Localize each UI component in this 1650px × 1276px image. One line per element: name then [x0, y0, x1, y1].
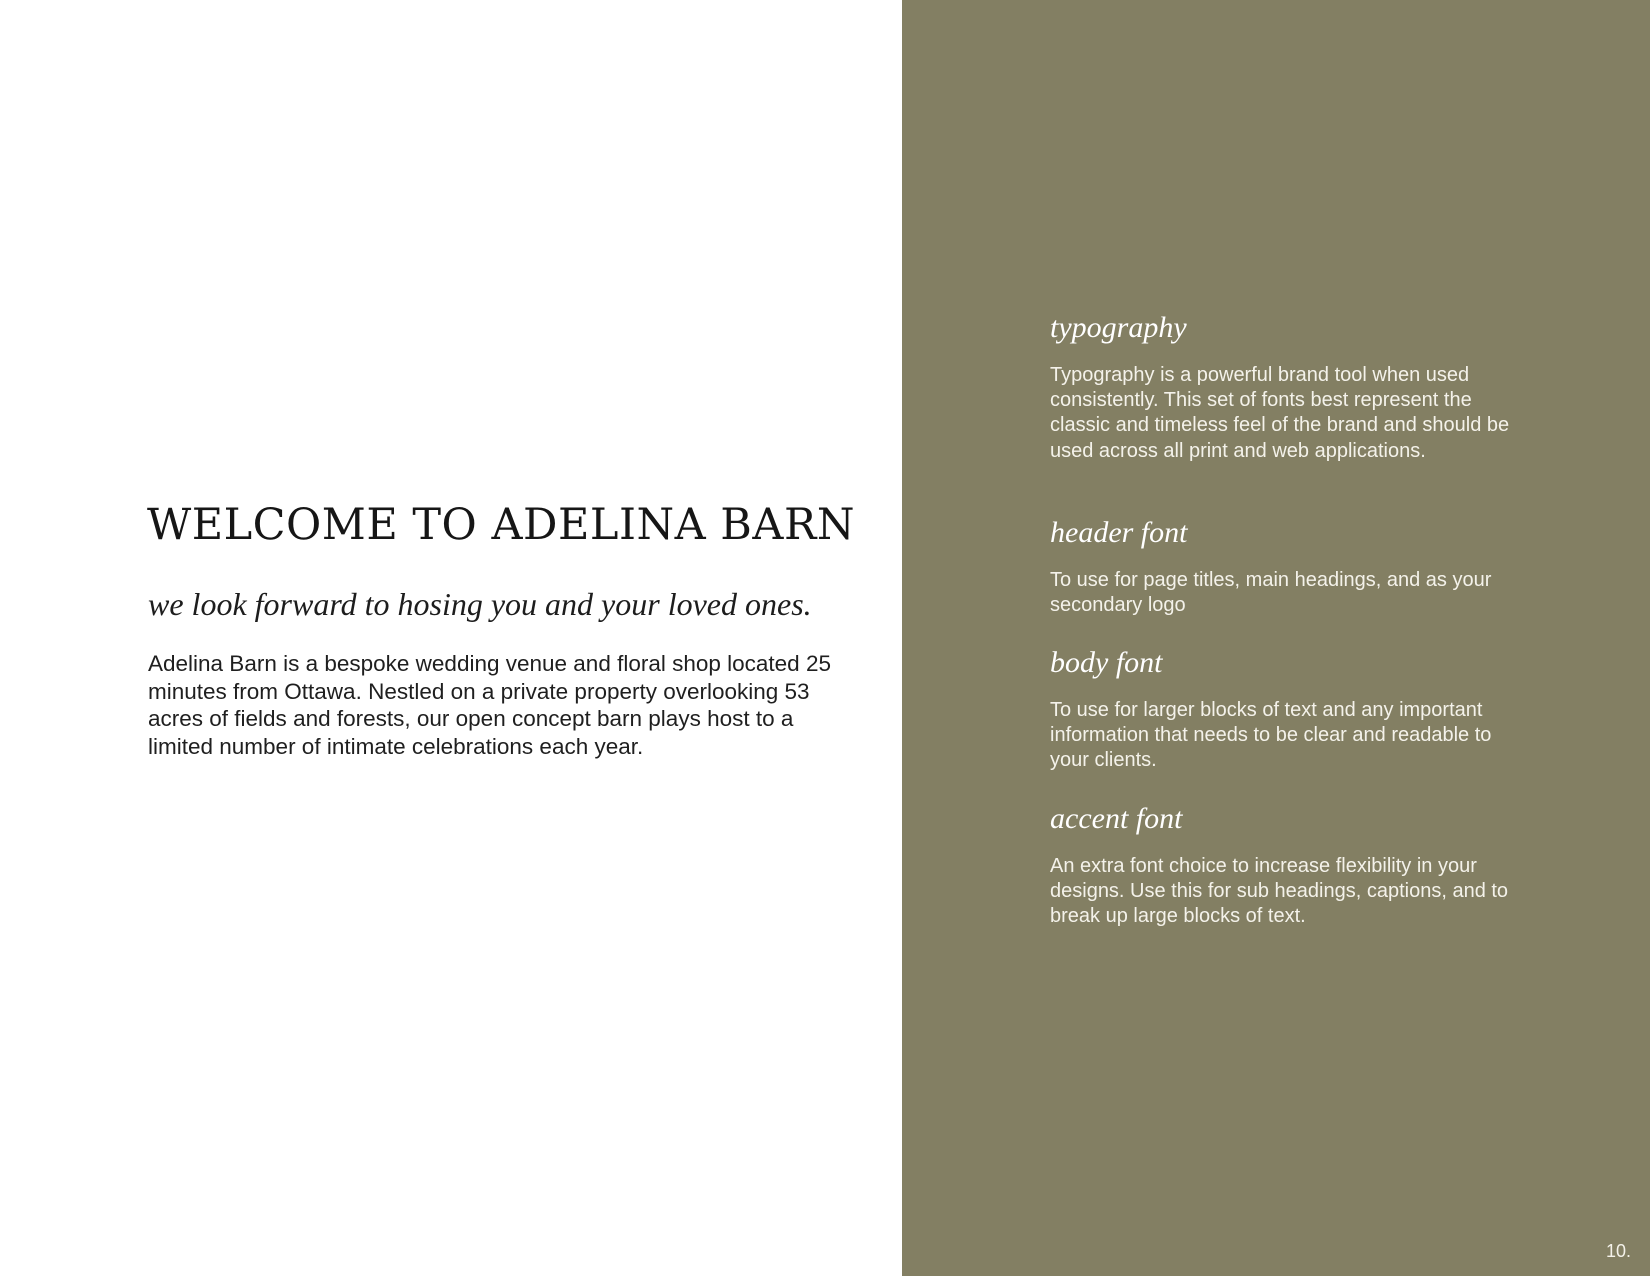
- body-font-text: To use for larger blocks of text and any important information that needs to be clear and readable to your clients.: [1050, 699, 1492, 772]
- header-font-section: [1050, 515, 1520, 618]
- accent-font-heading: accent font: [1050, 802, 1183, 835]
- body-font-section: [1050, 645, 1520, 774]
- typography-panel: [902, 0, 1650, 1276]
- page-number: 10.: [1605, 1241, 1631, 1261]
- header-font-text: To use for page titles, main headings, and as your secondary logo: [1050, 569, 1492, 617]
- typography-text: Typography is a powerful brand tool when used consistently. This set of fonts best represent the classic and timeless feel of the brand and should be used across all print and web applications.: [1050, 364, 1510, 462]
- body-font-heading: body font: [1050, 646, 1163, 679]
- accent-font-section: [1050, 801, 1520, 930]
- welcome-body: Adelina Barn is a bespoke wedding venue and floral shop located 25 minutes from Ottawa. Nestled on a private property overlooking 53 acres of fields and forests, our open concept barn plays host to a limited number of intimate celebrations each year.: [148, 651, 831, 759]
- typography-section: [1050, 310, 1520, 464]
- welcome-title: WELCOME TO ADELINA BARN: [147, 500, 855, 550]
- header-font-heading: header font: [1050, 516, 1188, 549]
- welcome-subtitle: we look forward to hosing you and your loved ones.: [148, 586, 812, 622]
- typography-heading: typography: [1050, 311, 1187, 344]
- accent-font-text: An extra font choice to increase flexibility in your designs. Use this for sub headings, captions, and to break up large blocks of text.: [1050, 855, 1509, 928]
